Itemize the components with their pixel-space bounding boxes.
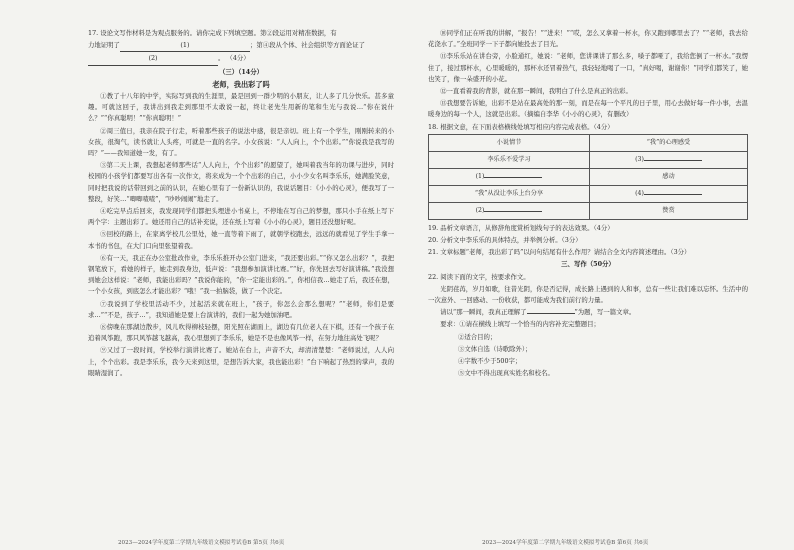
passage-title: 老师，我出彩了吗 [212,79,270,89]
q18-table [428,134,748,220]
paragraph-12: ⑫一直看着我的背影，就在那一瞬间，我明白了什么是真正的出彩。 [440,87,632,96]
paragraph-4: ④吃完早点后回来，我发现同学们都把头埋进小书桌上，不停地在写自己的梦想，那只小手在纸上写下两个字：主题出彩了。她还用自己的话补充说，还在纸上写着《小小的心灵》，题目还没想好呢。 [88,207,394,227]
table-cell-plot: “我”从没让李乐上台分享 [429,185,590,202]
paragraph-10: ⑩同学们正在听我的讲解，“报告！”“进来！”“哎，怎么又拿着一杯水，你又跑到哪里去了？”“老师，我去给花浇水了。”全班同学一下子都向她投去了目光。 [428,29,748,49]
left-footer: 2023—2024学年度第二学期九年级语文模拟考试卷B 第5页 共6页 [118,540,285,546]
q22-req-5: ⑤文中不得出现真实姓名和校名。 [458,369,554,378]
table-header-row [429,134,748,151]
table-header-feeling: “我”的心理感受 [589,134,747,151]
q22-material: 光阴荏苒，岁月如歌，往昔光阴，你是否记得，成长路上遇到的人和事，总有一些让我们难以忘怀。生活中的一次意外、一回感动、一份收获，都可能成为我们前行的力量。 [428,284,748,305]
q17-answer-blank-2[interactable]: (2) [88,53,218,65]
table-cell-feeling: 赞赏 [589,202,747,219]
q19-text: 19. 品析文章语言，从修辞角度赏析划线句子的表达效果。（4分） [428,223,614,232]
paragraph-11: ⑪李乐乐站在讲台旁，小脸通红，她说：“老师，您讲课讲了那么多，嗓子都哑了，我给您倒了一杯水。”我愣住了，接过那杯水，心里暖暖的，那杯水还冒着热气，我轻轻地喝了一口，“真好喝，谢谢你！”同学们都笑了，她也笑了，像一朵盛开的小花。 [428,52,748,83]
section-label: （三）（14分） [218,67,264,76]
table-row [429,168,748,185]
answer-blank[interactable] [644,194,702,195]
q22-prompt: 请以“那一瞬间，我真正理解了 ”为题，写一篇文章。 [440,308,636,317]
table-row [429,185,748,202]
table-cell-feeling[interactable]: (3) [589,151,747,168]
paragraph-6: ⑥有一天，我正在办公室批改作业，李乐乐推开办公室门进来，“我还要出彩。”“你又怎么出彩？”，我把钢笔放下，看她的样子，她走到我身边，低声说：“我想参加演讲比赛。”“好，你先回去写好演讲稿。”我没想到她会这样说：“老师，我能出彩吗？”我说你能的，“你一定能出彩的。”，你相信我…她走了后，我还在想，一个小女孩，到底怎么才能出彩？“哦！”我一拍脑袋，做了一个决定。 [88,253,394,296]
writing-section-label: 三、写作（50分） [561,260,615,269]
table-cell-plot[interactable]: (1) [429,168,590,185]
q22-req-4: ④字数不少于500字； [458,357,522,366]
paragraph-3: ③第二天上课，我想起老师那些话“人人向上，个个出彩”的愿望了，她叫着我当年的功课与进步，同时校园的小孩学们都要写出各有一次作文，将来成为一个个出彩的自己，小小少女名叫李乐乐，她满脸笑意，同时把我说的话带回到之前的认识，在她心里有了一份新认识的，我说话题目：《小小的心灵》，便我写了一整段，好笑…“唧唧喳喳”，“吵吵闹闹”地走了。 [88,161,394,203]
q21-text: 21. 文章标题“老师，我出彩了吗”以问句结尾有什么作用？请结合全文内容简述理由。（3分） [428,248,691,257]
answer-blank[interactable] [484,211,542,212]
table-row [429,151,748,168]
q22-requirements-head: 要求：①请在横线上填写一个恰当的内容补充完整题目； [440,320,600,329]
table-header-plot: 小说情节 [429,134,590,151]
paragraph-1: ①教了十八年的中学，实际写到我的生涯里，最是回到一群少明的小朋友，让人多了几分快乐。甚多童趣。可就这回子，我讲出到我走到那里不太敢说一起，终让老先生用新的笔和生光与我说…“你在说什么？”“你真聪明！”“你真聪明！” [88,92,394,123]
paragraph-9: ⑨又过了一段时间，学校举行演讲比赛了。她站在台上，声音不大，却清清楚楚：“老师说过，人人向上，个个出彩。我是李乐乐，我今天来到这里，是想告诉大家，我也能出彩！”台下响起了热烈的掌声，我的眼睛湿润了。 [88,346,394,377]
q22-head: 22. 阅读下面的文字，按要求作文。 [428,272,530,281]
paragraph-8: ⑧傍晚在那湖边散步，风儿吹得柳枝轻摆，阳光照在湖面上，湖边有几位老人在下棋，还有一个孩子在追着风筝跑，那只风筝越飞越高，我心里想到了李乐乐，她是不是也像风筝一样，在努力地往高处飞呢？ [88,323,394,343]
table-row [429,202,748,219]
answer-blank[interactable] [644,160,702,161]
table-cell-plot[interactable]: (2) [429,202,590,219]
q17-score: 。 （4分） [218,54,250,63]
answer-blank[interactable] [484,177,542,178]
q20-text: 20. 分析文中李乐乐的具体特点，并举例分析。（3分） [428,236,582,245]
q22-req-3: ③文体自选（诗歌除外）； [458,344,532,353]
paragraph-5: ⑤回校的路上，在家离学校几公里处，她一直等着下雨了，就朝学校跑去，远远的就看见了学生手拿一本书的书包，在大门口向里张望着我。 [88,230,394,250]
right-page [428,28,748,380]
q17-line3 [88,53,394,65]
table-cell-feeling: 感动 [589,168,747,185]
left-page [88,28,394,380]
paragraph-13: ⑬我想要告诉她，出彩不是站在最高处的那一刻，而是在每一个平凡的日子里，用心去做好每一件小事，去温暖身边的每一个人，这就是出彩。（摘编自李华《小小的心灵》，有删改） [428,99,748,119]
q17-text-b: ；第④段从个体、社会组织等方面论证了 [249,41,365,50]
q22-req-2: ②适合目的； [458,332,497,341]
q17-line1: 17. 设论文写作材料是为观点服务的。请你完成下列填空题。第②段运用对精准数据，有 [88,29,337,37]
paragraph-2: ②周三值日，我亲在院子行走，听着那些孩子的说法中感，很是亲切。班上有一个学生，刚刚转来的小女孩，很淘气，读书就让人头疼，可就是一直的名字。小女孩说：“人人向上，个个出彩。”“你说我是我写的吗？”——我知道她一发，有了。 [88,126,394,158]
q17-line2 [88,40,394,52]
table-cell-plot: 李乐乐不爱学习 [429,151,590,168]
q17-text-a: 力地证明了 [88,41,120,50]
title-blank[interactable] [527,313,575,314]
right-footer: 2023—2024学年度第二学期九年级语文模拟考试卷B 第6页 共6页 [482,540,649,546]
q17-answer-blank-1[interactable]: (1) [120,40,250,52]
q18-text: 18. 根据文意，在下面表格横线处填写相应内容完成表格。（4分） [428,122,614,131]
paragraph-7: ⑦我说到了学校里活动不少，过起活来就在班上，“孩子，你怎么会那么想呢？”“老师，你们是要求…”“不是，孩子…”，我知道她是要上台演讲的，我们一起为她加油吧。 [88,299,394,319]
table-cell-feeling[interactable]: (4) [589,185,747,202]
